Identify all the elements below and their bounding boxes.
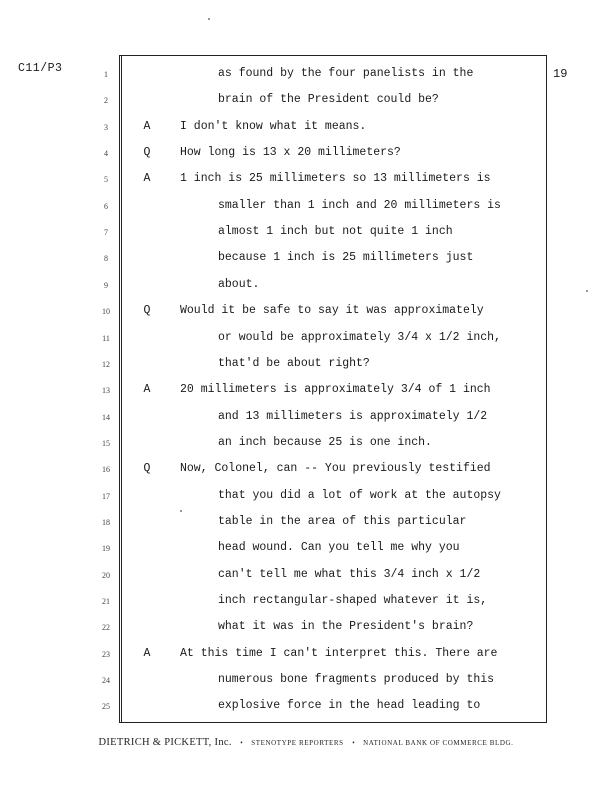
transcript-text: Now, Colonel, can -- You previously testified <box>180 462 491 476</box>
transcript-text: almost 1 inch but not quite 1 inch <box>218 225 453 239</box>
transcript-text: because 1 inch is 25 millimeters just <box>218 251 474 265</box>
speaker-label: A <box>143 172 151 186</box>
line-number: 17 <box>102 491 110 501</box>
footer-address: NATIONAL BANK OF COMMERCE BLDG. <box>363 739 514 747</box>
line-number: 11 <box>102 333 110 343</box>
transcript-text: inch rectangular-shaped whatever it is, <box>218 594 488 607</box>
line-number: 5 <box>104 175 108 185</box>
line-number: 1 <box>104 70 108 79</box>
line-number: 25 <box>102 702 110 712</box>
transcript-text: can't tell me what this 3/4 inch x 1/2 <box>218 567 481 581</box>
line-number: 24 <box>102 676 110 686</box>
speaker-label: Q <box>143 462 151 476</box>
line-number: 14 <box>102 412 110 422</box>
footer-separator: • <box>352 739 355 747</box>
line-number: 13 <box>102 386 110 396</box>
speaker-label: Q <box>143 146 151 160</box>
speaker-label: Q <box>143 304 151 318</box>
speaker-label: A <box>143 119 151 133</box>
transcript-text: I don't know what it means. <box>180 119 367 133</box>
line-number: 10 <box>102 307 110 317</box>
transcript-text: that you did a lot of work at the autopsy <box>218 488 501 502</box>
speaker-label: A <box>143 646 151 660</box>
transcript-frame-left-rule <box>119 55 122 723</box>
transcript-text: head wound. Can you tell me why you <box>218 541 460 555</box>
footer-separator: • <box>240 739 243 747</box>
line-number: 22 <box>102 623 110 633</box>
transcript-text: smaller than 1 inch and 20 millimeters is <box>218 198 501 212</box>
transcript-text: an inch because 25 is one inch. <box>218 435 432 449</box>
transcript-text: numerous bone fragments produced by this <box>218 673 495 687</box>
line-number: 19 <box>102 544 110 554</box>
footer-service: STENOTYPE REPORTERS <box>251 739 344 747</box>
transcript-text: or would be approximately 3/4 x 1/2 inch, <box>218 330 501 344</box>
transcript-text: about. <box>218 277 260 291</box>
page-number: 19 <box>553 67 568 81</box>
line-number: 16 <box>102 465 110 475</box>
line-number: 9 <box>104 280 108 290</box>
transcript-text: table in the area of this particular <box>218 514 467 528</box>
transcript-text: as found by the four panelists in the <box>218 67 474 80</box>
transcript-text: what it was in the President's brain? <box>218 620 474 634</box>
line-number: 6 <box>104 201 108 211</box>
transcript-text: 1 inch is 25 millimeters so 13 millimeters is <box>180 172 491 186</box>
transcript-text: Would it be safe to say it was approximately <box>180 304 484 318</box>
line-number: 2 <box>104 96 108 106</box>
footer-firm: DIETRICH & PICKETT, Inc. <box>98 737 232 748</box>
line-number: 4 <box>104 149 108 159</box>
transcript-text: that'd be about right? <box>218 356 370 370</box>
line-number: 21 <box>102 597 110 606</box>
line-number: 15 <box>102 438 110 448</box>
line-number: 7 <box>104 228 108 238</box>
scan-speck <box>586 290 588 292</box>
line-number: 8 <box>104 254 108 264</box>
transcript-text: 20 millimeters is approximately 3/4 of 1 inch <box>180 383 491 397</box>
scan-speck <box>208 18 210 20</box>
line-number: 3 <box>104 122 108 132</box>
scan-speck <box>180 510 182 512</box>
line-number: 18 <box>102 517 110 527</box>
transcript-text: and 13 millimeters is approximately 1/2 <box>218 409 488 423</box>
margin-code: C11/P3 <box>18 62 63 75</box>
line-number: 12 <box>102 359 110 369</box>
transcript-text: How long is 13 x 20 millimeters? <box>180 146 401 160</box>
footer <box>0 737 612 748</box>
speaker-label: A <box>143 383 151 397</box>
line-number: 23 <box>102 649 110 659</box>
line-number: 20 <box>102 570 110 580</box>
transcript-text: explosive force in the head leading to <box>218 699 481 713</box>
transcript-text: At this time I can't interpret this. There are <box>180 646 498 660</box>
transcript-text: brain of the President could be? <box>218 93 439 107</box>
